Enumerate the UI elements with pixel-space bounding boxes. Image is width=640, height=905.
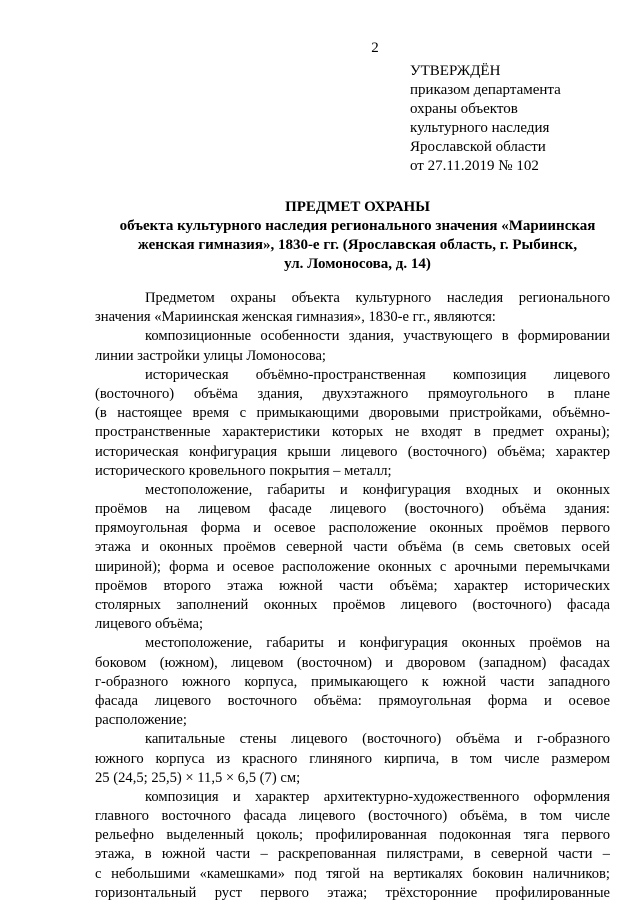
body-line: местоположение, габариты и конфигурация оконных проёмов на [145,635,610,652]
document-body [95,289,610,903]
body-line: этажа, в южной части – раскрепованная пилястрами, в северной части – [95,846,610,863]
body-line: этажа и оконных проёмов северной части объёма (в семь световых осей [95,539,610,556]
body-line: исторического кровельного покрытия – металл; [95,462,392,479]
body-line: г-образного южного корпуса, примыкающего к южной части западного [95,673,610,690]
body-line: (восточного) объёма здания, двухэтажного прямоугольного в плане [95,385,610,402]
body-line: с небольшими «камешками» под тягой на вертикалях боковин наличников; [95,865,610,882]
body-line: прямоугольная форма и осевое расположение оконных проёмов первого [95,520,610,537]
title-subtitle-line: ул. Ломоносова, д. 14) [284,256,431,272]
body-line: местоположение, габариты и конфигурация входных и оконных [145,481,610,498]
title-heading: ПРЕДМЕТ ОХРАНЫ [285,199,430,215]
body-line: значения «Мариинская женская гимназия», 1830-е гг., являются: [95,309,496,326]
approval-line: приказом департамента [410,82,561,98]
body-line: лицевого объёма; [95,616,204,633]
approval-line: от 27.11.2019 № 102 [410,158,539,174]
body-line: шириной); форма и осевое расположение оконных с арочными перемычками [95,558,610,575]
body-line: историческая конфигурация крыши лицевого (восточного) объёма; характер [95,443,610,460]
title-subtitle-line: объекта культурного наследия регионального значения «Мариинская [119,218,596,234]
body-line: Предметом охраны объекта культурного наследия регионального [145,290,610,306]
approval-line: Ярославской области [410,139,546,155]
title-subtitle [95,217,620,274]
approval-line: охраны объектов [410,101,518,117]
document-title [95,198,620,274]
body-line: композиционные особенности здания, участвующего в формировании [145,328,610,345]
body-line: капитальные стены лицевого (восточного) объёма и г-образного [145,731,610,748]
body-line: композиция и характер архитектурно-художественного оформления [145,788,610,805]
body-line: главного восточного фасада лицевого (восточного) объёма, в том числе [95,808,610,825]
body-line: рельефно выделенный цоколь; профилированная подоконная тяга первого [95,827,610,844]
body-line: (в настоящее время с примыкающими дворовыми пристройками, объёмно- [95,405,610,422]
body-line: линии застройки улицы Ломоносова; [95,347,326,364]
body-line: проёмов на лицевом фасаде лицевого (восточного) объёма здания: [95,501,610,518]
approval-line: культурного наследия [410,120,550,136]
body-line: проёмов второго этажа южной части объёма; характер исторических [95,577,610,594]
title-subtitle-line: женская гимназия», 1830-е гг. (Ярославская область, г. Рыбинск, [137,237,578,253]
body-line: южного корпуса из красного глиняного кирпича, в том числе размером [95,750,610,767]
body-line: расположение; [95,712,187,729]
page-number: 2 [371,40,379,56]
body-line: фасада лицевого восточного объёма: прямоугольная форма и осевое [95,692,610,709]
body-line: историческая объёмно-пространственная композиция лицевого [145,366,610,383]
approval-stamp [410,62,630,176]
body-line: боковом (южном), лицевом (восточном) и дворовом (западном) фасадах [95,654,610,671]
body-line: столярных заполнений оконных проёмов лицевого (восточного) фасада [95,597,610,613]
approval-line: УТВЕРЖДЁН [410,63,501,79]
body-line: пространственные характеристики которых не входят в предмет охраны); [95,424,610,441]
body-line: 25 (24,5; 25,5) × 11,5 × 6,5 (7) см; [95,769,301,786]
body-line: горизонтальный руст первого этажа; трёхсторонние профилированные [95,884,610,901]
